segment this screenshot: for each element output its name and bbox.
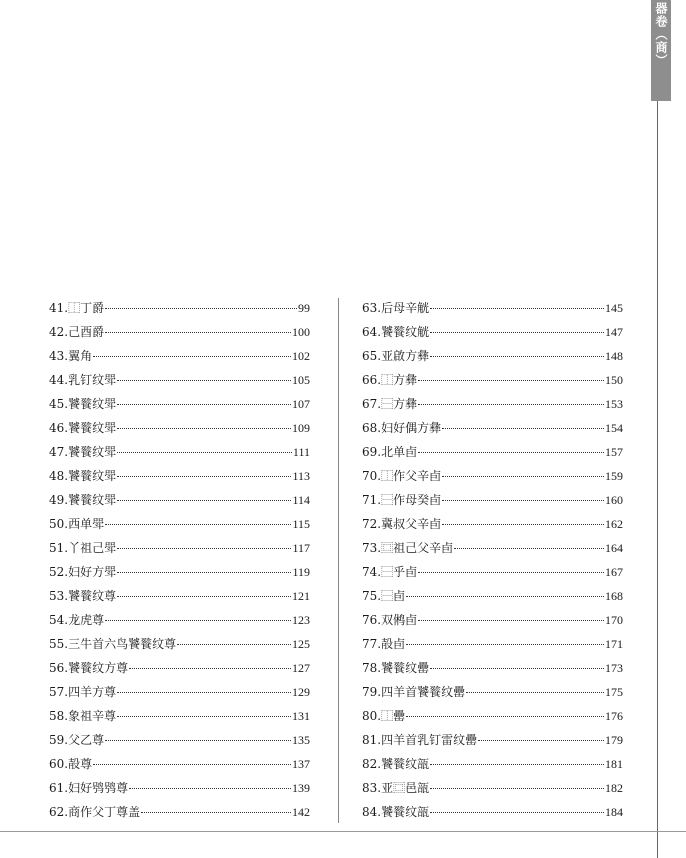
toc-leader-dots bbox=[418, 452, 604, 453]
toc-entry[interactable] bbox=[49, 658, 310, 682]
toc-leader-dots bbox=[430, 356, 604, 357]
toc-entry-page: 157 bbox=[605, 445, 623, 459]
toc-entry[interactable] bbox=[362, 418, 623, 442]
toc-entry[interactable] bbox=[362, 490, 623, 514]
toc-leader-dots bbox=[105, 332, 291, 333]
toc-entry-title: 53.饕餮纹尊 bbox=[49, 589, 117, 603]
toc-entry-title: 81.四羊首乳钉雷纹罍 bbox=[362, 733, 478, 747]
toc-entry-title: 48.饕餮纹斝 bbox=[49, 469, 117, 483]
toc-leader-dots bbox=[105, 740, 291, 741]
toc-entry[interactable] bbox=[49, 442, 310, 466]
toc-entry-page: 170 bbox=[605, 613, 623, 627]
side-tab-label: 器卷（商） bbox=[654, 2, 668, 67]
toc-entry[interactable] bbox=[362, 610, 623, 634]
toc-entry-title: 83.亚⿴邑瓿 bbox=[362, 781, 430, 795]
toc-entry-title: 80.⿰罍 bbox=[362, 709, 406, 723]
toc-entry-title: 45.饕餮纹斝 bbox=[49, 397, 117, 411]
toc-leader-dots bbox=[442, 476, 604, 477]
toc-leader-dots bbox=[117, 500, 291, 501]
toc-entry-title: 84.饕餮纹瓿 bbox=[362, 805, 430, 819]
toc-entry-page: 171 bbox=[605, 637, 623, 651]
toc-leader-dots bbox=[430, 812, 604, 813]
side-margin-line bbox=[657, 101, 658, 858]
toc-entry-page: 159 bbox=[605, 469, 623, 483]
toc-entry-title: 76.双鸺卣 bbox=[362, 613, 418, 627]
toc-entry-page: 115 bbox=[292, 517, 310, 531]
toc-entry-title: 82.饕餮纹瓿 bbox=[362, 757, 430, 771]
toc-entry-title: 51.丫祖己斝 bbox=[49, 541, 117, 555]
toc-entry-page: 148 bbox=[605, 349, 623, 363]
toc-entry-page: 135 bbox=[292, 733, 310, 747]
toc-entry-page: 114 bbox=[292, 493, 310, 507]
toc-entry-page: 127 bbox=[292, 661, 310, 675]
toc-entry-page: 100 bbox=[292, 325, 310, 339]
toc-entry-title: 55.三牛首六鸟饕餮纹尊 bbox=[49, 637, 177, 651]
toc-entry-page: 164 bbox=[605, 541, 623, 555]
toc-left-column bbox=[49, 298, 310, 826]
toc-entry-title: 59.父乙尊 bbox=[49, 733, 105, 747]
toc-entry-page: 160 bbox=[605, 493, 623, 507]
toc-entry-title: 62.商作父丁尊盖 bbox=[49, 805, 141, 819]
toc-leader-dots bbox=[117, 380, 291, 381]
toc-entry-page: 182 bbox=[605, 781, 623, 795]
toc-right-column bbox=[362, 298, 623, 826]
toc-entry-title: 52.妇好方斝 bbox=[49, 565, 117, 579]
toc-entry-title: 44.乳钉纹斝 bbox=[49, 373, 117, 387]
toc-leader-dots bbox=[105, 524, 291, 525]
toc-entry-title: 56.饕餮纹方尊 bbox=[49, 661, 129, 675]
toc-entry[interactable] bbox=[362, 658, 623, 682]
toc-entry-title: 66.⿰方彝 bbox=[362, 373, 418, 387]
toc-entry-page: 102 bbox=[292, 349, 310, 363]
toc-entry-page: 154 bbox=[605, 421, 623, 435]
toc-leader-dots bbox=[442, 500, 604, 501]
toc-entry-page: 142 bbox=[292, 805, 310, 819]
toc-entry-page: 129 bbox=[292, 685, 310, 699]
column-divider bbox=[338, 298, 339, 823]
toc-leader-dots bbox=[117, 404, 291, 405]
toc-leader-dots bbox=[442, 524, 604, 525]
toc-entry[interactable] bbox=[362, 466, 623, 490]
toc-entry-page: 184 bbox=[605, 805, 623, 819]
toc-leader-dots bbox=[406, 596, 604, 597]
toc-entry-title: 41.⿰丁爵 bbox=[49, 301, 105, 315]
toc-entry[interactable] bbox=[362, 562, 623, 586]
toc-entry[interactable] bbox=[362, 682, 623, 706]
toc-entry-title: 58.象祖辛尊 bbox=[49, 709, 117, 723]
toc-entry-title: 42.己酉爵 bbox=[49, 325, 105, 339]
toc-entry-page: 181 bbox=[605, 757, 623, 771]
toc-entry-page: 117 bbox=[292, 541, 310, 555]
toc-entry-title: 43.翼角 bbox=[49, 349, 93, 363]
toc-entry[interactable] bbox=[49, 490, 310, 514]
toc-entry[interactable] bbox=[49, 610, 310, 634]
toc-entry-page: 125 bbox=[292, 637, 310, 651]
toc-entry-title: 74.⿱乎卣 bbox=[362, 565, 418, 579]
toc-leader-dots bbox=[406, 644, 604, 645]
toc-leader-dots bbox=[117, 548, 291, 549]
toc-entry[interactable] bbox=[362, 754, 623, 778]
toc-leader-dots bbox=[478, 740, 604, 741]
toc-entry-page: 168 bbox=[605, 589, 623, 603]
toc-entry-page: 179 bbox=[605, 733, 623, 747]
toc-leader-dots bbox=[93, 356, 291, 357]
toc-entry-title: 78.饕餮纹罍 bbox=[362, 661, 430, 675]
toc-leader-dots bbox=[430, 668, 604, 669]
toc-leader-dots bbox=[406, 716, 604, 717]
toc-entry-title: 70.⿰作父辛卣 bbox=[362, 469, 442, 483]
bottom-rule bbox=[0, 831, 686, 832]
toc-entry-page: 113 bbox=[292, 469, 310, 483]
toc-entry[interactable] bbox=[49, 586, 310, 610]
toc-entry-title: 67.⿱方彝 bbox=[362, 397, 418, 411]
toc-leader-dots bbox=[430, 764, 604, 765]
toc-entry-title: 65.亚啟方彝 bbox=[362, 349, 430, 363]
toc-entry[interactable] bbox=[362, 778, 623, 802]
toc-entry-page: 145 bbox=[605, 301, 623, 315]
toc-entry-title: 79.四羊首饕餮纹罍 bbox=[362, 685, 466, 699]
toc-entry[interactable] bbox=[362, 730, 623, 754]
toc-leader-dots bbox=[430, 332, 604, 333]
toc-leader-dots bbox=[430, 308, 604, 309]
toc-entry-title: 49.饕餮纹斝 bbox=[49, 493, 117, 507]
toc-entry-page: 121 bbox=[292, 589, 310, 603]
toc-leader-dots bbox=[454, 548, 604, 549]
toc-entry-title: 71.⿱作母癸卣 bbox=[362, 493, 442, 507]
toc-entry-title: 64.饕餮纹觥 bbox=[362, 325, 430, 339]
toc-leader-dots bbox=[117, 572, 291, 573]
toc-leader-dots bbox=[129, 788, 291, 789]
toc-leader-dots bbox=[442, 428, 604, 429]
toc-entry[interactable] bbox=[49, 298, 310, 322]
toc-entry-title: 54.龙虎尊 bbox=[49, 613, 105, 627]
toc-entry[interactable] bbox=[49, 394, 310, 418]
toc-leader-dots bbox=[418, 572, 604, 573]
toc-entry-page: 109 bbox=[292, 421, 310, 435]
toc-entry-page: 153 bbox=[605, 397, 623, 411]
toc-entry-page: 167 bbox=[605, 565, 623, 579]
toc-entry-title: 68.妇好偶方彝 bbox=[362, 421, 442, 435]
toc-leader-dots bbox=[105, 620, 291, 621]
toc-leader-dots bbox=[105, 308, 297, 309]
toc-entry-title: 57.四羊方尊 bbox=[49, 685, 117, 699]
toc-entry-title: 69.北单卣 bbox=[362, 445, 418, 459]
toc-entry-page: 105 bbox=[292, 373, 310, 387]
toc-leader-dots bbox=[117, 476, 291, 477]
toc-entry-page: 99 bbox=[298, 301, 310, 315]
toc-entry[interactable] bbox=[362, 706, 623, 730]
toc-leader-dots bbox=[129, 668, 291, 669]
toc-leader-dots bbox=[430, 788, 604, 789]
toc-entry-page: 139 bbox=[292, 781, 310, 795]
toc-entry[interactable] bbox=[49, 682, 310, 706]
toc-entry-title: 46.饕餮纹斝 bbox=[49, 421, 117, 435]
toc-entry[interactable] bbox=[49, 802, 310, 826]
toc-entry-page: 119 bbox=[292, 565, 310, 579]
toc-entry-page: 131 bbox=[292, 709, 310, 723]
toc-entry[interactable] bbox=[49, 418, 310, 442]
toc-entry[interactable] bbox=[49, 538, 310, 562]
toc-entry-title: 72.冀叔父辛卣 bbox=[362, 517, 442, 531]
toc-entry-page: 147 bbox=[605, 325, 623, 339]
toc-leader-dots bbox=[117, 692, 291, 693]
toc-entry-page: 162 bbox=[605, 517, 623, 531]
toc-entry[interactable] bbox=[49, 346, 310, 370]
toc-entry-page: 137 bbox=[292, 757, 310, 771]
toc-leader-dots bbox=[141, 812, 291, 813]
toc-entry[interactable] bbox=[49, 322, 310, 346]
toc-entry[interactable] bbox=[362, 538, 623, 562]
toc-entry[interactable] bbox=[49, 466, 310, 490]
toc-entry-page: 150 bbox=[605, 373, 623, 387]
toc-entry-title: 63.后母辛觥 bbox=[362, 301, 430, 315]
toc-entry[interactable] bbox=[49, 514, 310, 538]
toc-entry[interactable] bbox=[49, 706, 310, 730]
toc-entry-title: 77.㱿卣 bbox=[362, 637, 406, 651]
toc-entry[interactable] bbox=[49, 370, 310, 394]
toc-entry-title: 60.㱿尊 bbox=[49, 757, 93, 771]
toc-entry[interactable] bbox=[49, 634, 310, 658]
toc-leader-dots bbox=[177, 644, 291, 645]
toc-leader-dots bbox=[117, 452, 292, 453]
toc-entry-page: 173 bbox=[605, 661, 623, 675]
toc-entry-page: 111 bbox=[292, 445, 310, 459]
toc-entry-title: 75.⿱卣 bbox=[362, 589, 406, 603]
toc-leader-dots bbox=[418, 404, 604, 405]
toc-entry-title: 50.西单斝 bbox=[49, 517, 105, 531]
toc-entry[interactable] bbox=[362, 514, 623, 538]
toc-leader-dots bbox=[117, 428, 291, 429]
toc-entry-title: 61.妇好鸮鸮尊 bbox=[49, 781, 129, 795]
toc-entry-page: 175 bbox=[605, 685, 623, 699]
toc-entry[interactable] bbox=[362, 394, 623, 418]
toc-entry[interactable] bbox=[362, 586, 623, 610]
toc-entry-page: 123 bbox=[292, 613, 310, 627]
toc-entry[interactable] bbox=[49, 730, 310, 754]
toc-entry[interactable] bbox=[49, 562, 310, 586]
toc-entry[interactable] bbox=[49, 754, 310, 778]
toc-entry[interactable] bbox=[362, 298, 623, 322]
toc-entry[interactable] bbox=[49, 778, 310, 802]
toc-entry[interactable] bbox=[362, 442, 623, 466]
toc-entry[interactable] bbox=[362, 634, 623, 658]
toc-leader-dots bbox=[418, 380, 604, 381]
toc-entry-title: 73.⿴祖己父辛卣 bbox=[362, 541, 454, 555]
toc-entry-title: 47.饕餮纹斝 bbox=[49, 445, 117, 459]
toc-entry[interactable] bbox=[362, 322, 623, 346]
toc-leader-dots bbox=[93, 764, 291, 765]
toc-leader-dots bbox=[117, 596, 291, 597]
toc-entry-page: 107 bbox=[292, 397, 310, 411]
toc-leader-dots bbox=[418, 620, 604, 621]
toc-entry[interactable] bbox=[362, 802, 623, 826]
toc-entry[interactable] bbox=[362, 346, 623, 370]
toc-leader-dots bbox=[117, 716, 291, 717]
toc-leader-dots bbox=[466, 692, 604, 693]
toc-entry[interactable] bbox=[362, 370, 623, 394]
toc-entry-page: 176 bbox=[605, 709, 623, 723]
